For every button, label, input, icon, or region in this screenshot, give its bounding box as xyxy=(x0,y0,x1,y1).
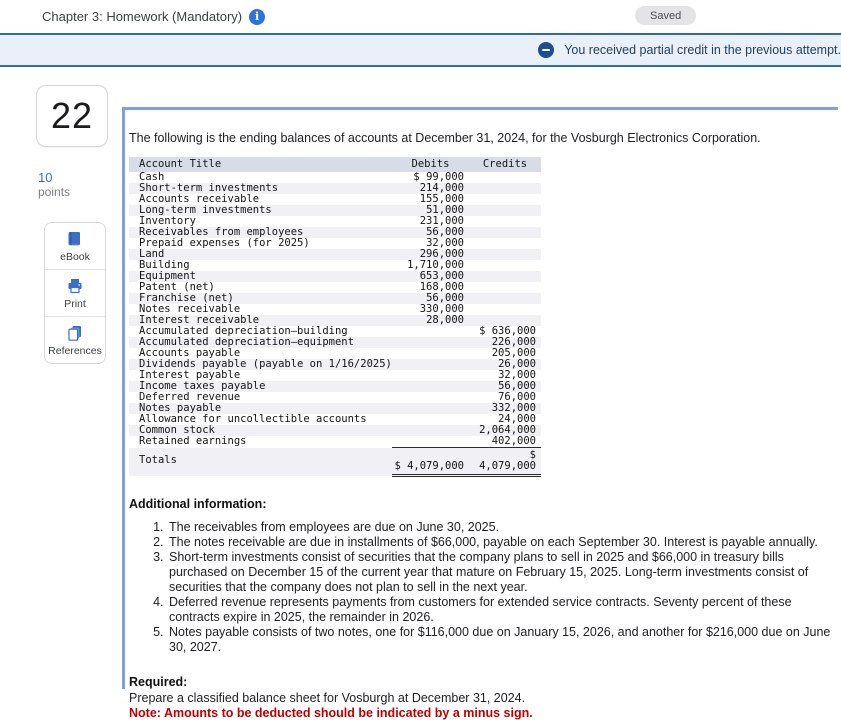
table-row: Accounts payable 205,000 xyxy=(139,347,536,359)
ebook-icon xyxy=(65,229,85,249)
table-row: Patent (net) 168,000 xyxy=(139,281,464,293)
totals-credits: $ 4,079,000 xyxy=(469,448,541,476)
trial-balance-body xyxy=(129,172,541,448)
table-row: Accumulated depreciation—building $ 636,000 xyxy=(139,325,536,337)
print-button[interactable] xyxy=(45,269,105,316)
table-row: Long-term investments 51,000 xyxy=(129,205,541,216)
points-value: 10 xyxy=(38,170,53,185)
references-label: References xyxy=(48,345,102,357)
table-row: Receivables from employees 56,000 xyxy=(129,227,541,238)
partial-credit-message: You received partial credit in the previous attempt. xyxy=(564,43,841,57)
column-header-credits: Credits xyxy=(469,157,541,172)
table-row: Franchise (net) 56,000 xyxy=(129,293,541,304)
points-label: points xyxy=(38,185,71,199)
table-header-row xyxy=(129,157,541,172)
additional-info-list xyxy=(127,520,838,655)
table-row: Dividends payable (payable on 1/16/2025) 26,000 xyxy=(129,359,541,370)
points-block xyxy=(38,170,116,200)
assignment-title: Chapter 3: Homework (Mandatory) xyxy=(42,9,243,24)
references-button[interactable] xyxy=(45,316,105,363)
table-row: Equipment 653,000 xyxy=(129,271,541,282)
print-icon xyxy=(65,276,85,296)
required-text: Prepare a classified balance sheet for Vosburgh at December 31, 2024. xyxy=(129,691,526,705)
references-icon xyxy=(65,323,85,343)
minus-circle-icon xyxy=(538,42,554,58)
column-header-debits: Debits xyxy=(392,157,469,172)
resource-toolbox xyxy=(44,222,106,364)
ebook-button[interactable] xyxy=(45,223,105,269)
saved-status-badge[interactable]: Saved xyxy=(635,6,696,25)
question-sidebar xyxy=(36,85,116,364)
additional-info-heading: Additional information: xyxy=(129,497,267,511)
table-row: Accounts receivable 155,000 xyxy=(139,193,464,205)
info-icon[interactable]: i xyxy=(249,9,265,25)
print-label: Print xyxy=(64,298,86,310)
table-row: Prepaid expenses (for 2025) 32,000 xyxy=(139,237,464,249)
column-header-account-title: Account Title xyxy=(129,157,392,172)
additional-info-item: 4. Deferred revenue represents payments from customers for extended service contracts. Seventy percent of these contracts expire in 2025, the remainder in 2026. xyxy=(167,595,838,625)
totals-debits: $ 4,079,000 xyxy=(392,448,469,476)
table-row: Interest receivable 28,000 xyxy=(129,315,541,326)
totals-label: Totals xyxy=(139,454,177,466)
problem-intro: The following is the ending balances of accounts at December 31, 2024, for the Vosburgh Electronics Corporation. xyxy=(129,131,761,145)
table-row: Common stock 2,064,000 xyxy=(129,425,541,436)
totals-row xyxy=(129,448,541,476)
partial-credit-alert xyxy=(0,33,841,67)
table-row: Building 1,710,000 xyxy=(139,259,464,271)
table-row: Retained earnings 402,000 xyxy=(139,435,536,448)
additional-info-item: 1. The receivables from employees are due on June 30, 2025. xyxy=(167,520,838,535)
table-row: Land 296,000 xyxy=(129,249,541,260)
table-row: Inventory 231,000 xyxy=(139,215,464,227)
table-row: Allowance for uncollectible accounts 24,000 xyxy=(139,413,536,425)
required-heading: Required: xyxy=(129,675,188,689)
problem-panel xyxy=(122,107,838,720)
table-row: Notes receivable 330,000 xyxy=(139,303,464,315)
table-row: Interest payable 32,000 xyxy=(139,369,536,381)
ebook-label: eBook xyxy=(60,251,90,263)
question-number-card: 22 xyxy=(36,85,108,147)
trial-balance-table xyxy=(129,157,541,477)
table-row: Cash $ 99,000 xyxy=(139,171,464,183)
required-note: Note: Amounts to be deducted should be indicated by a minus sign. xyxy=(129,706,533,720)
table-row: Short-term investments 214,000 xyxy=(129,183,541,194)
table-row: Income taxes payable 56,000 xyxy=(129,381,541,392)
assignment-header xyxy=(0,0,841,33)
additional-info-item: 2. The notes receivable are due in installments of $66,000, payable on each September 30. Interest is payable annually. xyxy=(167,535,838,550)
table-row: Notes payable 332,000 xyxy=(129,403,541,414)
table-row: Deferred revenue 76,000 xyxy=(139,391,536,403)
table-row: Accumulated depreciation—equipment 226,000 xyxy=(129,337,541,348)
additional-info-item: 3. Short-term investments consist of securities that the company plans to sell in 2025 and $66,000 in treasury bills purchased on December 15 of the current year that mature on February 15, 2025. Long-term investments consist of securities that the company does not plan to sell in the next year. xyxy=(167,550,838,595)
additional-info-item: 5. Notes payable consists of two notes, one for $116,000 due on January 15, 2026, and another for $216,000 due on June 30, 2027. xyxy=(167,625,838,655)
